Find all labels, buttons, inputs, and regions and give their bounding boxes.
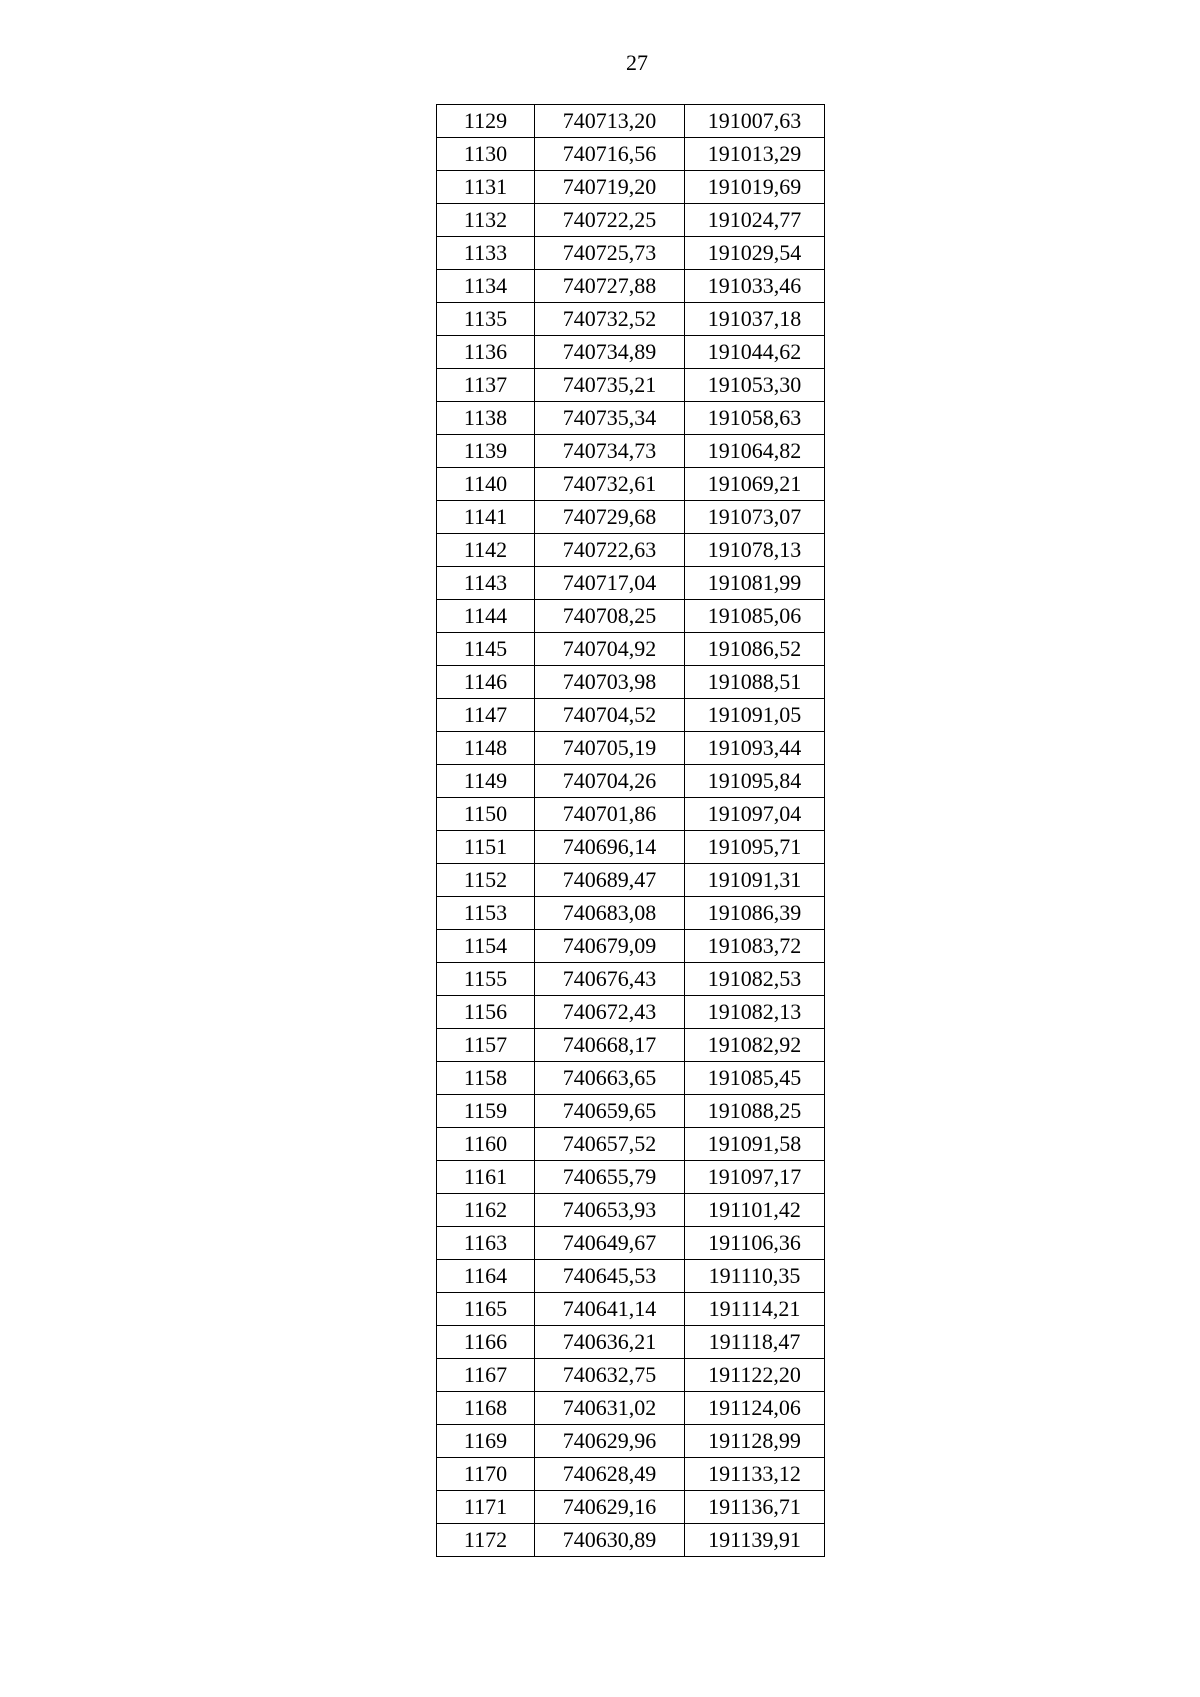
x-coordinate-cell: 740689,47 bbox=[535, 864, 685, 897]
point-number-cell: 1138 bbox=[437, 402, 535, 435]
y-coordinate-cell: 191058,63 bbox=[685, 402, 825, 435]
y-coordinate-cell: 191085,06 bbox=[685, 600, 825, 633]
point-number-cell: 1145 bbox=[437, 633, 535, 666]
point-number-cell: 1153 bbox=[437, 897, 535, 930]
x-coordinate-cell: 740725,73 bbox=[535, 237, 685, 270]
y-coordinate-cell: 191097,04 bbox=[685, 798, 825, 831]
table-row bbox=[437, 1095, 825, 1128]
x-coordinate-cell: 740704,26 bbox=[535, 765, 685, 798]
x-coordinate-cell: 740735,34 bbox=[535, 402, 685, 435]
x-coordinate-cell: 740649,67 bbox=[535, 1227, 685, 1260]
table-row bbox=[437, 1359, 825, 1392]
table-row bbox=[437, 1194, 825, 1227]
y-coordinate-cell: 191124,06 bbox=[685, 1392, 825, 1425]
table-row bbox=[437, 963, 825, 996]
y-coordinate-cell: 191091,05 bbox=[685, 699, 825, 732]
point-number-cell: 1172 bbox=[437, 1524, 535, 1557]
point-number-cell: 1143 bbox=[437, 567, 535, 600]
y-coordinate-cell: 191106,36 bbox=[685, 1227, 825, 1260]
y-coordinate-cell: 191082,92 bbox=[685, 1029, 825, 1062]
table-row bbox=[437, 1227, 825, 1260]
x-coordinate-cell: 740668,17 bbox=[535, 1029, 685, 1062]
point-number-cell: 1155 bbox=[437, 963, 535, 996]
y-coordinate-cell: 191033,46 bbox=[685, 270, 825, 303]
table-row bbox=[437, 435, 825, 468]
x-coordinate-cell: 740735,21 bbox=[535, 369, 685, 402]
table-row bbox=[437, 600, 825, 633]
x-coordinate-cell: 740663,65 bbox=[535, 1062, 685, 1095]
table-row bbox=[437, 1062, 825, 1095]
x-coordinate-cell: 740641,14 bbox=[535, 1293, 685, 1326]
point-number-cell: 1152 bbox=[437, 864, 535, 897]
point-number-cell: 1129 bbox=[437, 105, 535, 138]
y-coordinate-cell: 191088,25 bbox=[685, 1095, 825, 1128]
y-coordinate-cell: 191088,51 bbox=[685, 666, 825, 699]
point-number-cell: 1163 bbox=[437, 1227, 535, 1260]
point-number-cell: 1139 bbox=[437, 435, 535, 468]
y-coordinate-cell: 191082,53 bbox=[685, 963, 825, 996]
table-row bbox=[437, 270, 825, 303]
point-number-cell: 1151 bbox=[437, 831, 535, 864]
y-coordinate-cell: 191086,52 bbox=[685, 633, 825, 666]
point-number-cell: 1133 bbox=[437, 237, 535, 270]
y-coordinate-cell: 191037,18 bbox=[685, 303, 825, 336]
table-row bbox=[437, 699, 825, 732]
x-coordinate-cell: 740628,49 bbox=[535, 1458, 685, 1491]
table-row bbox=[437, 765, 825, 798]
y-coordinate-cell: 191078,13 bbox=[685, 534, 825, 567]
point-number-cell: 1154 bbox=[437, 930, 535, 963]
x-coordinate-cell: 740732,52 bbox=[535, 303, 685, 336]
y-coordinate-cell: 191091,58 bbox=[685, 1128, 825, 1161]
y-coordinate-cell: 191133,12 bbox=[685, 1458, 825, 1491]
x-coordinate-cell: 740701,86 bbox=[535, 798, 685, 831]
y-coordinate-cell: 191136,71 bbox=[685, 1491, 825, 1524]
point-number-cell: 1164 bbox=[437, 1260, 535, 1293]
x-coordinate-cell: 740703,98 bbox=[535, 666, 685, 699]
table-row bbox=[437, 1029, 825, 1062]
point-number-cell: 1160 bbox=[437, 1128, 535, 1161]
table-row bbox=[437, 1491, 825, 1524]
table-row bbox=[437, 1293, 825, 1326]
x-coordinate-cell: 740734,73 bbox=[535, 435, 685, 468]
x-coordinate-cell: 740704,52 bbox=[535, 699, 685, 732]
point-number-cell: 1135 bbox=[437, 303, 535, 336]
x-coordinate-cell: 740629,96 bbox=[535, 1425, 685, 1458]
x-coordinate-cell: 740729,68 bbox=[535, 501, 685, 534]
table-row bbox=[437, 930, 825, 963]
point-number-cell: 1150 bbox=[437, 798, 535, 831]
y-coordinate-cell: 191086,39 bbox=[685, 897, 825, 930]
point-number-cell: 1167 bbox=[437, 1359, 535, 1392]
point-number-cell: 1134 bbox=[437, 270, 535, 303]
y-coordinate-cell: 191114,21 bbox=[685, 1293, 825, 1326]
y-coordinate-cell: 191024,77 bbox=[685, 204, 825, 237]
table-row bbox=[437, 534, 825, 567]
y-coordinate-cell: 191122,20 bbox=[685, 1359, 825, 1392]
y-coordinate-cell: 191029,54 bbox=[685, 237, 825, 270]
table-row bbox=[437, 402, 825, 435]
table-row bbox=[437, 1128, 825, 1161]
point-number-cell: 1146 bbox=[437, 666, 535, 699]
table-row bbox=[437, 633, 825, 666]
table-row bbox=[437, 666, 825, 699]
table-row bbox=[437, 138, 825, 171]
y-coordinate-cell: 191082,13 bbox=[685, 996, 825, 1029]
y-coordinate-cell: 191069,21 bbox=[685, 468, 825, 501]
x-coordinate-cell: 740708,25 bbox=[535, 600, 685, 633]
point-number-cell: 1144 bbox=[437, 600, 535, 633]
point-number-cell: 1140 bbox=[437, 468, 535, 501]
coordinates-table bbox=[436, 104, 825, 1557]
table-row bbox=[437, 501, 825, 534]
point-number-cell: 1141 bbox=[437, 501, 535, 534]
x-coordinate-cell: 740727,88 bbox=[535, 270, 685, 303]
page-number: 27 bbox=[626, 50, 648, 75]
table-row bbox=[437, 1161, 825, 1194]
y-coordinate-cell: 191013,29 bbox=[685, 138, 825, 171]
point-number-cell: 1165 bbox=[437, 1293, 535, 1326]
y-coordinate-cell: 191064,82 bbox=[685, 435, 825, 468]
x-coordinate-cell: 740734,89 bbox=[535, 336, 685, 369]
point-number-cell: 1157 bbox=[437, 1029, 535, 1062]
y-coordinate-cell: 191139,91 bbox=[685, 1524, 825, 1557]
x-coordinate-cell: 740696,14 bbox=[535, 831, 685, 864]
point-number-cell: 1158 bbox=[437, 1062, 535, 1095]
y-coordinate-cell: 191110,35 bbox=[685, 1260, 825, 1293]
y-coordinate-cell: 191095,71 bbox=[685, 831, 825, 864]
x-coordinate-cell: 740657,52 bbox=[535, 1128, 685, 1161]
point-number-cell: 1161 bbox=[437, 1161, 535, 1194]
x-coordinate-cell: 740717,04 bbox=[535, 567, 685, 600]
table-row bbox=[437, 897, 825, 930]
table-row bbox=[437, 798, 825, 831]
y-coordinate-cell: 191101,42 bbox=[685, 1194, 825, 1227]
point-number-cell: 1131 bbox=[437, 171, 535, 204]
table-row bbox=[437, 732, 825, 765]
table-row bbox=[437, 171, 825, 204]
table-row bbox=[437, 864, 825, 897]
y-coordinate-cell: 191053,30 bbox=[685, 369, 825, 402]
table-row bbox=[437, 996, 825, 1029]
y-coordinate-cell: 191019,69 bbox=[685, 171, 825, 204]
x-coordinate-cell: 740630,89 bbox=[535, 1524, 685, 1557]
y-coordinate-cell: 191097,17 bbox=[685, 1161, 825, 1194]
y-coordinate-cell: 191073,07 bbox=[685, 501, 825, 534]
point-number-cell: 1148 bbox=[437, 732, 535, 765]
point-number-cell: 1169 bbox=[437, 1425, 535, 1458]
point-number-cell: 1136 bbox=[437, 336, 535, 369]
point-number-cell: 1142 bbox=[437, 534, 535, 567]
x-coordinate-cell: 740713,20 bbox=[535, 105, 685, 138]
table-row bbox=[437, 1425, 825, 1458]
x-coordinate-cell: 740636,21 bbox=[535, 1326, 685, 1359]
x-coordinate-cell: 740705,19 bbox=[535, 732, 685, 765]
x-coordinate-cell: 740653,93 bbox=[535, 1194, 685, 1227]
y-coordinate-cell: 191085,45 bbox=[685, 1062, 825, 1095]
table-row bbox=[437, 1458, 825, 1491]
point-number-cell: 1159 bbox=[437, 1095, 535, 1128]
point-number-cell: 1132 bbox=[437, 204, 535, 237]
x-coordinate-cell: 740719,20 bbox=[535, 171, 685, 204]
point-number-cell: 1166 bbox=[437, 1326, 535, 1359]
point-number-cell: 1147 bbox=[437, 699, 535, 732]
point-number-cell: 1162 bbox=[437, 1194, 535, 1227]
y-coordinate-cell: 191095,84 bbox=[685, 765, 825, 798]
y-coordinate-cell: 191118,47 bbox=[685, 1326, 825, 1359]
point-number-cell: 1156 bbox=[437, 996, 535, 1029]
table-row bbox=[437, 831, 825, 864]
x-coordinate-cell: 740645,53 bbox=[535, 1260, 685, 1293]
table-row bbox=[437, 1260, 825, 1293]
x-coordinate-cell: 740683,08 bbox=[535, 897, 685, 930]
y-coordinate-cell: 191128,99 bbox=[685, 1425, 825, 1458]
x-coordinate-cell: 740716,56 bbox=[535, 138, 685, 171]
x-coordinate-cell: 740655,79 bbox=[535, 1161, 685, 1194]
table-row bbox=[437, 567, 825, 600]
coordinates-table-body bbox=[437, 105, 825, 1557]
x-coordinate-cell: 740722,25 bbox=[535, 204, 685, 237]
point-number-cell: 1137 bbox=[437, 369, 535, 402]
table-row bbox=[437, 1524, 825, 1557]
y-coordinate-cell: 191083,72 bbox=[685, 930, 825, 963]
y-coordinate-cell: 191093,44 bbox=[685, 732, 825, 765]
point-number-cell: 1130 bbox=[437, 138, 535, 171]
table-row bbox=[437, 1326, 825, 1359]
table-row bbox=[437, 204, 825, 237]
point-number-cell: 1171 bbox=[437, 1491, 535, 1524]
y-coordinate-cell: 191091,31 bbox=[685, 864, 825, 897]
table-row bbox=[437, 369, 825, 402]
x-coordinate-cell: 740629,16 bbox=[535, 1491, 685, 1524]
x-coordinate-cell: 740704,92 bbox=[535, 633, 685, 666]
y-coordinate-cell: 191007,63 bbox=[685, 105, 825, 138]
table-row bbox=[437, 1392, 825, 1425]
y-coordinate-cell: 191044,62 bbox=[685, 336, 825, 369]
x-coordinate-cell: 740676,43 bbox=[535, 963, 685, 996]
x-coordinate-cell: 740659,65 bbox=[535, 1095, 685, 1128]
x-coordinate-cell: 740722,63 bbox=[535, 534, 685, 567]
table-row bbox=[437, 303, 825, 336]
point-number-cell: 1149 bbox=[437, 765, 535, 798]
point-number-cell: 1170 bbox=[437, 1458, 535, 1491]
table-row bbox=[437, 336, 825, 369]
table-row bbox=[437, 237, 825, 270]
x-coordinate-cell: 740672,43 bbox=[535, 996, 685, 1029]
point-number-cell: 1168 bbox=[437, 1392, 535, 1425]
x-coordinate-cell: 740679,09 bbox=[535, 930, 685, 963]
table-row bbox=[437, 468, 825, 501]
table-row bbox=[437, 105, 825, 138]
y-coordinate-cell: 191081,99 bbox=[685, 567, 825, 600]
x-coordinate-cell: 740732,61 bbox=[535, 468, 685, 501]
x-coordinate-cell: 740631,02 bbox=[535, 1392, 685, 1425]
x-coordinate-cell: 740632,75 bbox=[535, 1359, 685, 1392]
